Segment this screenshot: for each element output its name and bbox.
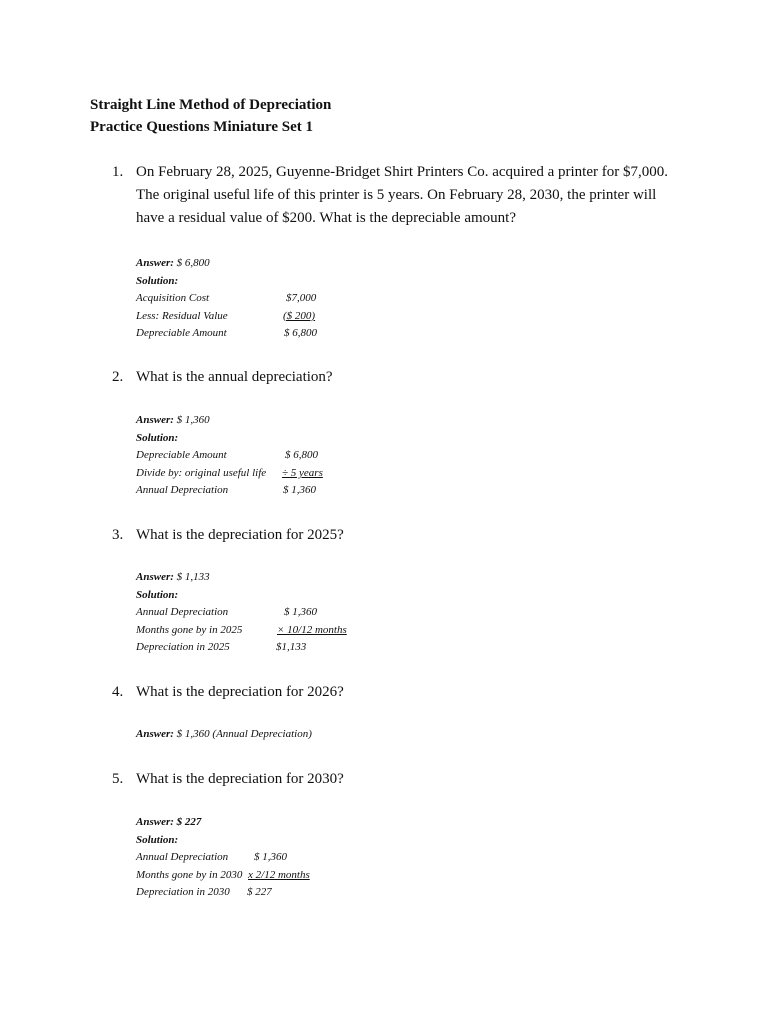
row-label: Months gone by in 2030 xyxy=(136,868,243,881)
row-value: $ 1,360 xyxy=(284,606,317,619)
row-value: x 2/12 months xyxy=(248,868,310,881)
row-label: Annual Depreciation xyxy=(136,484,229,497)
solution-row xyxy=(136,482,316,500)
question-3 xyxy=(112,524,686,547)
answer-value: $ 1,360 xyxy=(173,414,210,426)
question-text: What is the depreciation for 2026? xyxy=(136,684,344,700)
solution-label: Solution: xyxy=(136,833,179,846)
document-subtitle: Practice Questions Miniature Set 1 xyxy=(90,119,314,135)
answer-label: Answer: xyxy=(136,257,174,269)
row-value: $ 6,800 xyxy=(284,327,317,340)
answer-label: Answer: xyxy=(136,728,174,740)
row-label: Depreciation in 2030 xyxy=(136,886,230,899)
question-text: On February 28, 2025, Guyenne-Bridget Shirt Printers Co. acquired a printer for $7,000. The original useful life of this printer is 5 years. On February 28, 2030, the printer will have a residual value of $200. What is the depreciable amount? xyxy=(136,164,668,226)
answer-value: $ 6,800 xyxy=(173,257,210,269)
question-number: 5. xyxy=(112,771,124,787)
answer-value: $ 1,360 (Annual Depreciation) xyxy=(173,728,312,740)
solution-row xyxy=(136,325,317,343)
solution-block-1 xyxy=(136,255,317,343)
row-label: Depreciation in 2025 xyxy=(136,641,230,654)
question-text: What is the annual depreciation? xyxy=(136,369,333,385)
row-label: Depreciable Amount xyxy=(136,449,227,462)
solution-row xyxy=(136,867,310,885)
row-value: $ 6,800 xyxy=(285,449,318,462)
question-5 xyxy=(112,768,686,791)
solution-label: Solution: xyxy=(136,274,179,287)
solution-row xyxy=(136,849,287,867)
row-value: $ 1,360 xyxy=(254,851,287,864)
question-number: 1. xyxy=(112,164,124,180)
solution-block-2 xyxy=(136,412,323,500)
answer-label: Answer: xyxy=(136,414,174,426)
document-title: Straight Line Method of Depreciation xyxy=(90,97,332,113)
answer-label: Answer: $ 227 xyxy=(136,816,202,828)
row-label: Divide by: original useful life xyxy=(136,466,267,479)
question-text: What is the depreciation for 2030? xyxy=(136,771,344,787)
row-label: Annual Depreciation xyxy=(136,851,229,864)
row-label: Depreciable Amount xyxy=(136,327,227,340)
row-label: Annual Depreciation xyxy=(136,606,229,619)
solution-block-5 xyxy=(136,814,310,902)
solution-row xyxy=(136,290,317,308)
row-value: ÷ 5 years xyxy=(282,466,323,479)
question-text: What is the depreciation for 2025? xyxy=(136,527,344,543)
row-value: $ 1,360 xyxy=(283,484,316,497)
solution-block-3 xyxy=(136,569,347,657)
row-label: Less: Residual Value xyxy=(136,309,228,322)
solution-row xyxy=(136,884,272,902)
solution-block-4 xyxy=(136,726,312,744)
row-value: × 10/12 months xyxy=(277,623,347,636)
question-number: 4. xyxy=(112,684,124,700)
question-number: 2. xyxy=(112,369,124,385)
row-label: Months gone by in 2025 xyxy=(136,623,243,636)
document-header xyxy=(90,94,331,138)
question-1 xyxy=(112,161,686,230)
solution-label: Solution: xyxy=(136,588,179,601)
row-label: Acquisition Cost xyxy=(136,292,210,305)
answer-label: Answer: xyxy=(136,571,174,583)
row-value: $ 227 xyxy=(247,886,272,899)
row-value: $1,133 xyxy=(276,641,307,654)
answer-value: $ 1,133 xyxy=(173,571,210,583)
question-number: 3. xyxy=(112,527,124,543)
solution-row xyxy=(136,465,323,483)
solution-label: Solution: xyxy=(136,431,179,444)
solution-row xyxy=(136,447,318,465)
row-value: $7,000 xyxy=(286,292,317,305)
solution-row xyxy=(136,639,307,657)
question-4 xyxy=(112,681,686,704)
solution-row xyxy=(136,308,316,326)
question-2 xyxy=(112,366,686,389)
solution-row xyxy=(136,622,347,640)
solution-row xyxy=(136,604,317,622)
row-value: ($ 200) xyxy=(283,309,316,322)
